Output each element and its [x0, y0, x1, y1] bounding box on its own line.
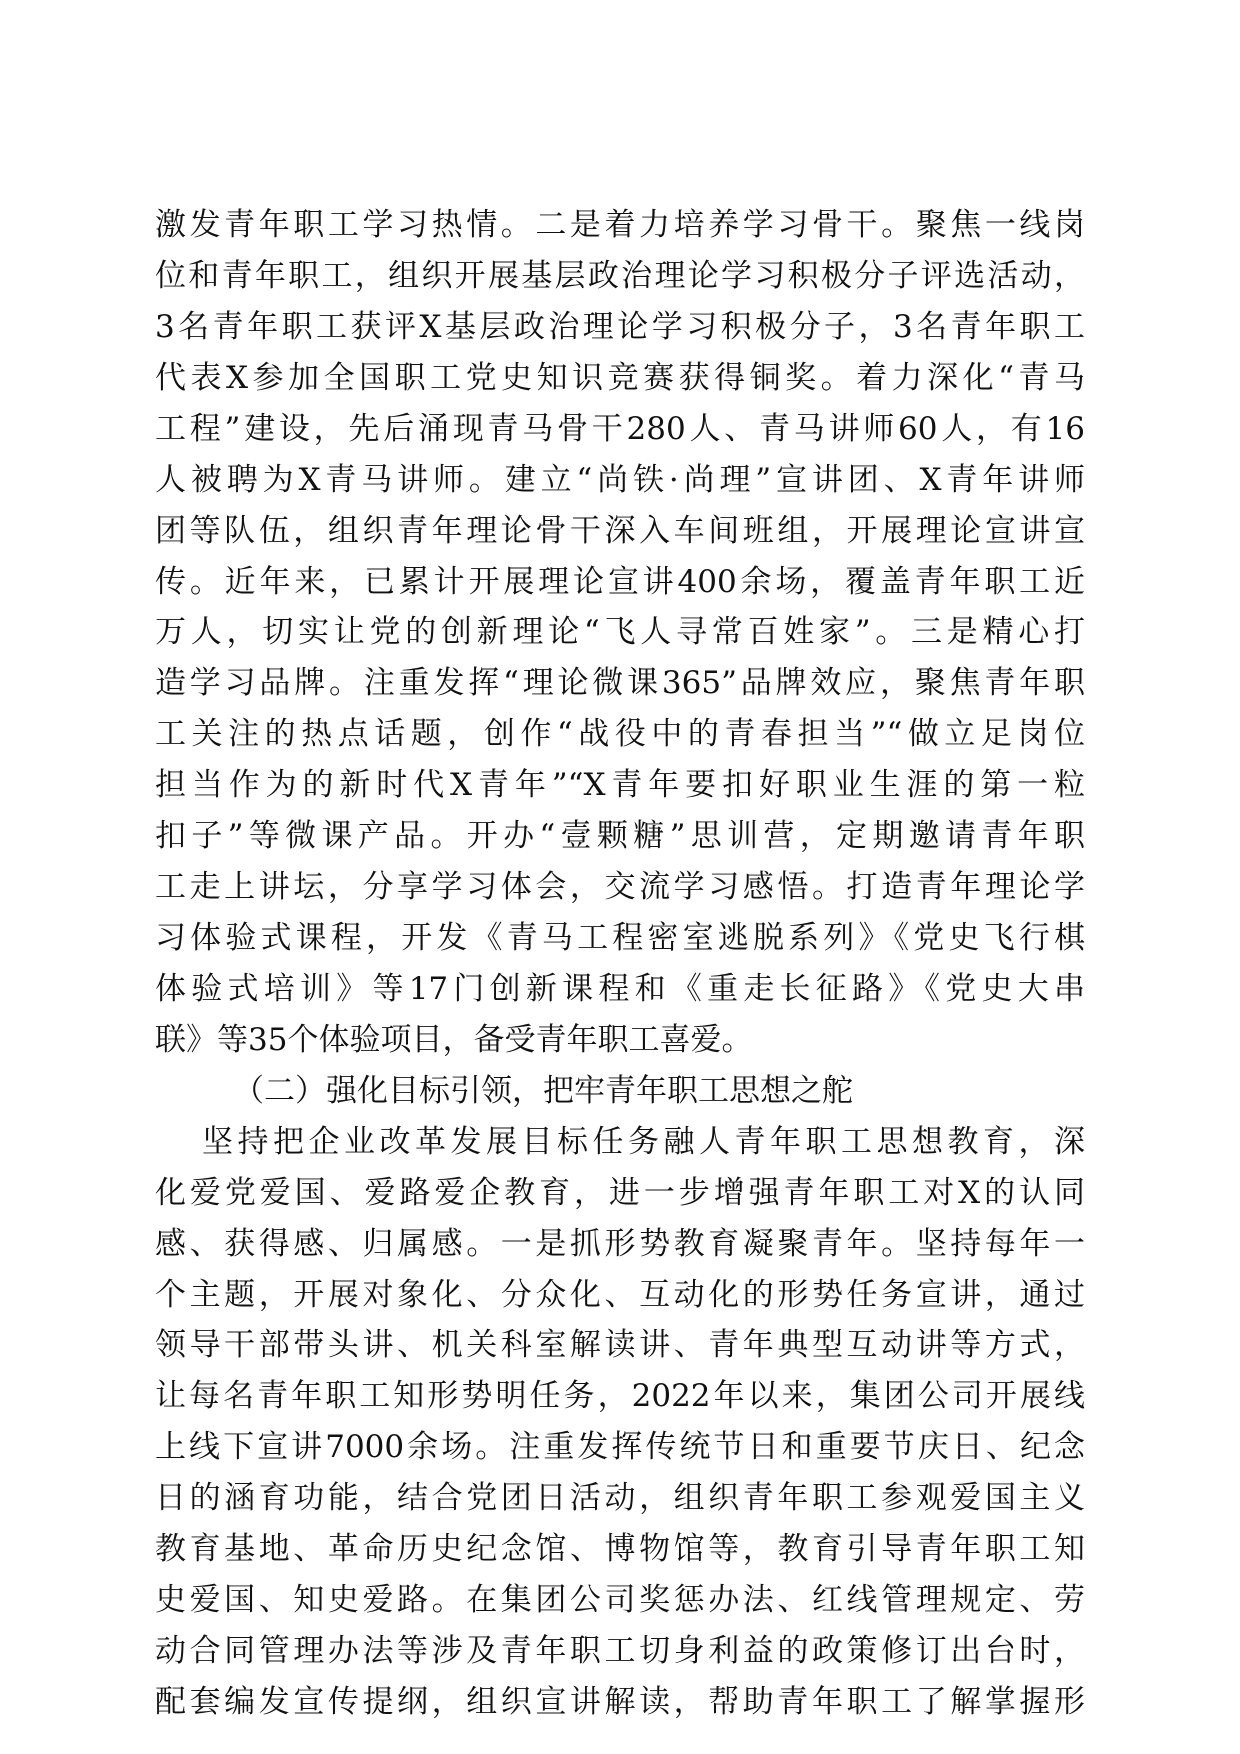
body-text-line: 体验式培训》等17门创新课程和《重走长征路》《党史大串: [155, 971, 1085, 1007]
body-text-line: 3名青年职工获评X基层政治理论学习积极分子，3名青年职工: [155, 309, 1085, 345]
body-text-line: 个主题，开展对象化、分众化、互动化的形势任务宣讲，通过: [155, 1277, 1085, 1313]
body-text-line: 工程”建设，先后涌现青马骨干280人、青马讲师60人，有16: [155, 411, 1085, 447]
body-text-line: 扣子”等微课产品。开办“壹颗糖”思训营，定期邀请青年职: [155, 818, 1085, 854]
body-text-line: 教育基地、革命历史纪念馆、博物馆等，教育引导青年职工知: [155, 1531, 1085, 1567]
section-heading: （二）强化目标引领，把牢青年职工思想之舵: [233, 1073, 853, 1109]
body-text-line: 感、获得感、归属感。一是抓形势教育凝聚青年。坚持每年一: [155, 1226, 1085, 1262]
body-text-line: 习体验式课程，开发《青马工程密室逃脱系列》《党史飞行棋: [155, 920, 1085, 956]
body-text-line: 配套编发宣传提纲，组织宣讲解读，帮助青年职工了解掌握形: [155, 1684, 1085, 1720]
body-text-line: 传。近年来，已累计开展理论宣讲400余场，覆盖青年职工近: [155, 564, 1085, 600]
body-text-line: 领导干部带头讲、机关科室解读讲、青年典型互动讲等方式，: [155, 1327, 1085, 1363]
body-text-line: 动合同管理办法等涉及青年职工切身利益的政策修订出台时，: [155, 1633, 1085, 1669]
body-text-line: 万人，切实让党的创新理论“飞人寻常百姓家”。三是精心打: [155, 614, 1085, 650]
body-text-line: 担当作为的新时代X青年”“X青年要扣好职业生涯的第一粒: [155, 767, 1085, 803]
body-text-line: 上线下宣讲7000余场。注重发挥传统节日和重要节庆日、纪念: [155, 1429, 1085, 1465]
body-text-line: 人被聘为X青马讲师。建立“尚铁·尚理”宣讲团、X青年讲师: [155, 462, 1085, 498]
paragraph-first-line: 坚持把企业改革发展目标任务融人青年职工思想教育，深: [202, 1124, 1085, 1160]
body-text-line: 位和青年职工，组织开展基层政治理论学习积极分子评选活动，: [155, 258, 1085, 294]
body-text-line: 造学习品牌。注重发挥“理论微课365”品牌效应，聚焦青年职: [155, 665, 1085, 701]
body-text-line: 日的涵育功能，结合党团日活动，组织青年职工参观爱国主义: [155, 1480, 1085, 1516]
body-text-line: 团等队伍，组织青年理论骨干深入车间班组，开展理论宣讲宣: [155, 513, 1085, 549]
body-text-line: 工走上讲坛，分享学习体会，交流学习感悟。打造青年理论学: [155, 869, 1085, 905]
body-text-line: 联》等35个体验项目，备受青年职工喜爱。: [155, 1022, 753, 1058]
body-text-line: 激发青年职工学习热情。二是着力培养学习骨干。聚焦一线岗: [155, 207, 1085, 243]
body-text-line: 让每名青年职工知形势明任务，2022年以来，集团公司开展线: [155, 1378, 1085, 1414]
body-text-line: 化爱党爱国、爱路爱企教育，进一步增强青年职工对X的认同: [155, 1175, 1085, 1211]
body-text-line: 代表X参加全国职工党史知识竞赛获得铜奖。着力深化“青马: [155, 360, 1085, 396]
body-text-line: 工关注的热点话题，创作“战役中的青春担当”“做立足岗位: [155, 716, 1085, 752]
body-text-line: 史爱国、知史爱路。在集团公司奖惩办法、红线管理规定、劳: [155, 1582, 1085, 1618]
